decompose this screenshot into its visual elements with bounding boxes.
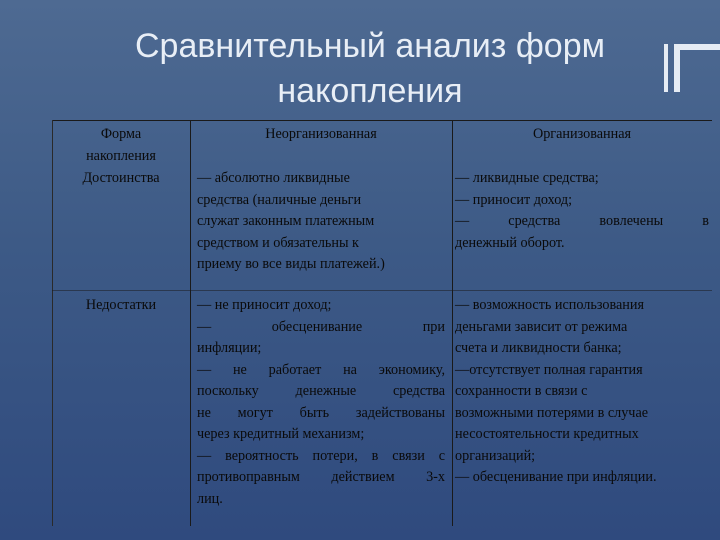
corner-decoration-icon: [664, 44, 720, 92]
text-line: средством и обязательны к: [197, 234, 359, 251]
text-line: лиц.: [197, 490, 223, 507]
header-form-label: [52, 124, 190, 167]
row-label-advantages: Достоинства: [82, 170, 160, 186]
row-divider: [52, 290, 712, 291]
text-line: не могут быть задействованы: [197, 404, 445, 421]
text-line: поскольку денежные средства: [197, 383, 445, 399]
text-line: деньгами зависит от режима: [455, 318, 628, 335]
text-line: противоправным действием 3-х: [197, 469, 445, 485]
column-divider: [452, 120, 453, 526]
text-line: средства (наличные деньги: [197, 191, 362, 208]
text-line: приему во все виды платежей.): [197, 256, 385, 272]
header-form-line-1: Форма: [100, 126, 142, 142]
advantages-organized: [455, 168, 709, 254]
title-line-2: накопления: [277, 72, 463, 110]
text-line: служат законным платежным: [197, 213, 375, 229]
title-line-1: Сравнительный анализ форм: [134, 27, 605, 65]
row-label-disadvantages: Недостатки: [85, 297, 157, 313]
text-line: — приносит доход;: [455, 191, 573, 208]
header-unorganized: Неорганизованная: [265, 126, 377, 142]
text-line: — ликвидные средства;: [455, 170, 599, 186]
text-line: — вероятность потери, в связи с: [197, 447, 445, 464]
text-line: —отсутствует полная гарантия: [455, 361, 643, 378]
text-line: — абсолютно ликвидные: [197, 170, 350, 186]
disadvantages-unorganized: [197, 295, 445, 510]
text-line: — средства вовлечены в: [455, 213, 709, 229]
table-left-border: [52, 120, 53, 526]
slide-title: [60, 24, 680, 114]
column-divider: [190, 120, 191, 526]
text-line: несостоятельности кредитных: [455, 426, 639, 442]
text-line: — не приносит доход;: [197, 297, 332, 313]
header-form-line-2: накопления: [86, 147, 156, 164]
text-line: счета и ликвидности банка;: [455, 340, 622, 356]
text-line: возможными потерями в случае: [455, 404, 649, 421]
header-organized: Организованная: [532, 126, 632, 142]
text-line: — не работает на экономику,: [197, 361, 445, 378]
text-line: организаций;: [455, 447, 536, 464]
text-line: денежный оборот.: [455, 234, 565, 251]
text-line: сохранности в связи с: [455, 383, 588, 399]
text-line: инфляции;: [197, 340, 262, 356]
comparison-table: [52, 120, 712, 526]
advantages-unorganized: [197, 168, 445, 276]
text-line: — обесценивание при: [197, 318, 445, 335]
text-line: — возможность использования: [455, 297, 644, 313]
text-line: — обесценивание при инфляции.: [455, 469, 657, 485]
text-line: через кредитный механизм;: [197, 426, 365, 442]
disadvantages-organized: [455, 295, 709, 489]
